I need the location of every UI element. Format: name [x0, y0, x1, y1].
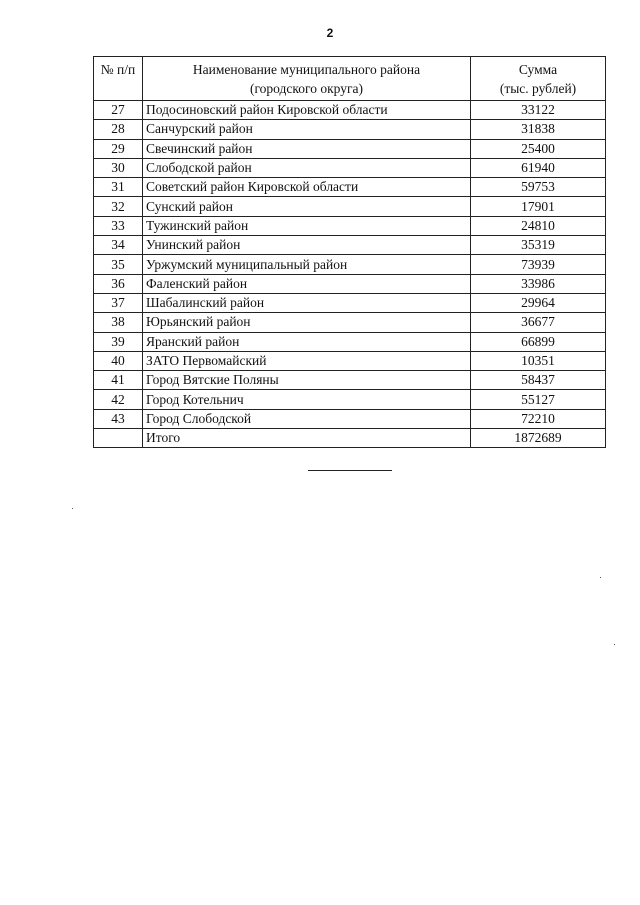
allocation-table — [93, 56, 606, 448]
row-name-cell: Подосиновский район Кировской области — [143, 101, 471, 120]
header-name-line2: (городского округа) — [249, 81, 364, 96]
row-name-cell: Уржумский муниципальный район — [143, 255, 471, 274]
table-row — [94, 178, 606, 197]
table-row — [94, 371, 606, 390]
table-row — [94, 158, 606, 177]
scan-speck — [614, 644, 615, 645]
header-name-line1: Наименование муниципального района — [192, 62, 421, 77]
row-number-cell: 40 — [94, 351, 143, 370]
row-name-cell: Советский район Кировской области — [143, 178, 471, 197]
row-sum-cell: 66899 — [471, 332, 606, 351]
row-sum-cell: 72210 — [471, 409, 606, 428]
header-name — [143, 57, 471, 101]
table-row — [94, 274, 606, 293]
row-sum-cell: 61940 — [471, 158, 606, 177]
row-name-cell: Шабалинский район — [143, 293, 471, 312]
table-row — [94, 255, 606, 274]
row-number-cell: 39 — [94, 332, 143, 351]
row-number-cell: 41 — [94, 371, 143, 390]
scan-speck — [72, 508, 73, 509]
row-sum-cell: 59753 — [471, 178, 606, 197]
header-number — [94, 57, 143, 101]
row-name-cell: Юрьянский район — [143, 313, 471, 332]
table-row — [94, 139, 606, 158]
row-name-cell: Свечинский район — [143, 139, 471, 158]
scan-speck — [600, 577, 601, 578]
table-row — [94, 216, 606, 235]
row-sum-cell: 29964 — [471, 293, 606, 312]
table-row — [94, 313, 606, 332]
row-number-cell: 35 — [94, 255, 143, 274]
header-sum-line1: Сумма — [518, 62, 558, 77]
row-sum-cell: 36677 — [471, 313, 606, 332]
row-sum-cell: 24810 — [471, 216, 606, 235]
row-name-cell: Город Слободской — [143, 409, 471, 428]
table-row — [94, 390, 606, 409]
row-name-cell: Сунский район — [143, 197, 471, 216]
row-name-cell: ЗАТО Первомайский — [143, 351, 471, 370]
table-row — [94, 197, 606, 216]
row-name-cell: Санчурский район — [143, 120, 471, 139]
row-number-cell: 27 — [94, 101, 143, 120]
row-sum-cell: 10351 — [471, 351, 606, 370]
header-number-label: № п/п — [100, 62, 136, 77]
row-number-cell: 42 — [94, 390, 143, 409]
row-sum-cell: 35319 — [471, 236, 606, 255]
row-name-cell: Слободской район — [143, 158, 471, 177]
table-header-row — [94, 57, 606, 101]
row-sum-cell: 25400 — [471, 139, 606, 158]
row-name-cell: Город Вятские Поляны — [143, 371, 471, 390]
header-sum — [471, 57, 606, 101]
row-number-cell: 32 — [94, 197, 143, 216]
row-number-cell: 38 — [94, 313, 143, 332]
table-row — [94, 351, 606, 370]
end-divider-line — [308, 470, 392, 471]
table-row — [94, 236, 606, 255]
row-sum-cell: 55127 — [471, 390, 606, 409]
row-sum-cell: 31838 — [471, 120, 606, 139]
total-label-cell: Итого — [143, 429, 471, 448]
total-sum-cell: 1872689 — [471, 429, 606, 448]
row-sum-cell: 33986 — [471, 274, 606, 293]
row-number-cell: 37 — [94, 293, 143, 312]
row-number-cell: 36 — [94, 274, 143, 293]
table-row — [94, 101, 606, 120]
row-number-cell: 28 — [94, 120, 143, 139]
row-number-cell: 29 — [94, 139, 143, 158]
table-row — [94, 409, 606, 428]
row-sum-cell: 17901 — [471, 197, 606, 216]
row-name-cell: Унинский район — [143, 236, 471, 255]
row-number-cell: 43 — [94, 409, 143, 428]
header-sum-line2: (тыс. рублей) — [499, 81, 577, 96]
table-row — [94, 293, 606, 312]
row-sum-cell: 58437 — [471, 371, 606, 390]
row-number-cell: 34 — [94, 236, 143, 255]
row-name-cell: Яранский район — [143, 332, 471, 351]
row-number-cell: 31 — [94, 178, 143, 197]
row-sum-cell: 73939 — [471, 255, 606, 274]
page-number: 2 — [326, 26, 334, 40]
row-sum-cell: 33122 — [471, 101, 606, 120]
row-name-cell: Тужинский район — [143, 216, 471, 235]
table-body — [94, 101, 606, 429]
row-number-cell: 30 — [94, 158, 143, 177]
total-row — [94, 429, 606, 448]
table-row — [94, 120, 606, 139]
row-name-cell: Город Котельнич — [143, 390, 471, 409]
table-row — [94, 332, 606, 351]
row-number-cell: 33 — [94, 216, 143, 235]
row-name-cell: Фаленский район — [143, 274, 471, 293]
total-number-cell — [94, 429, 143, 448]
